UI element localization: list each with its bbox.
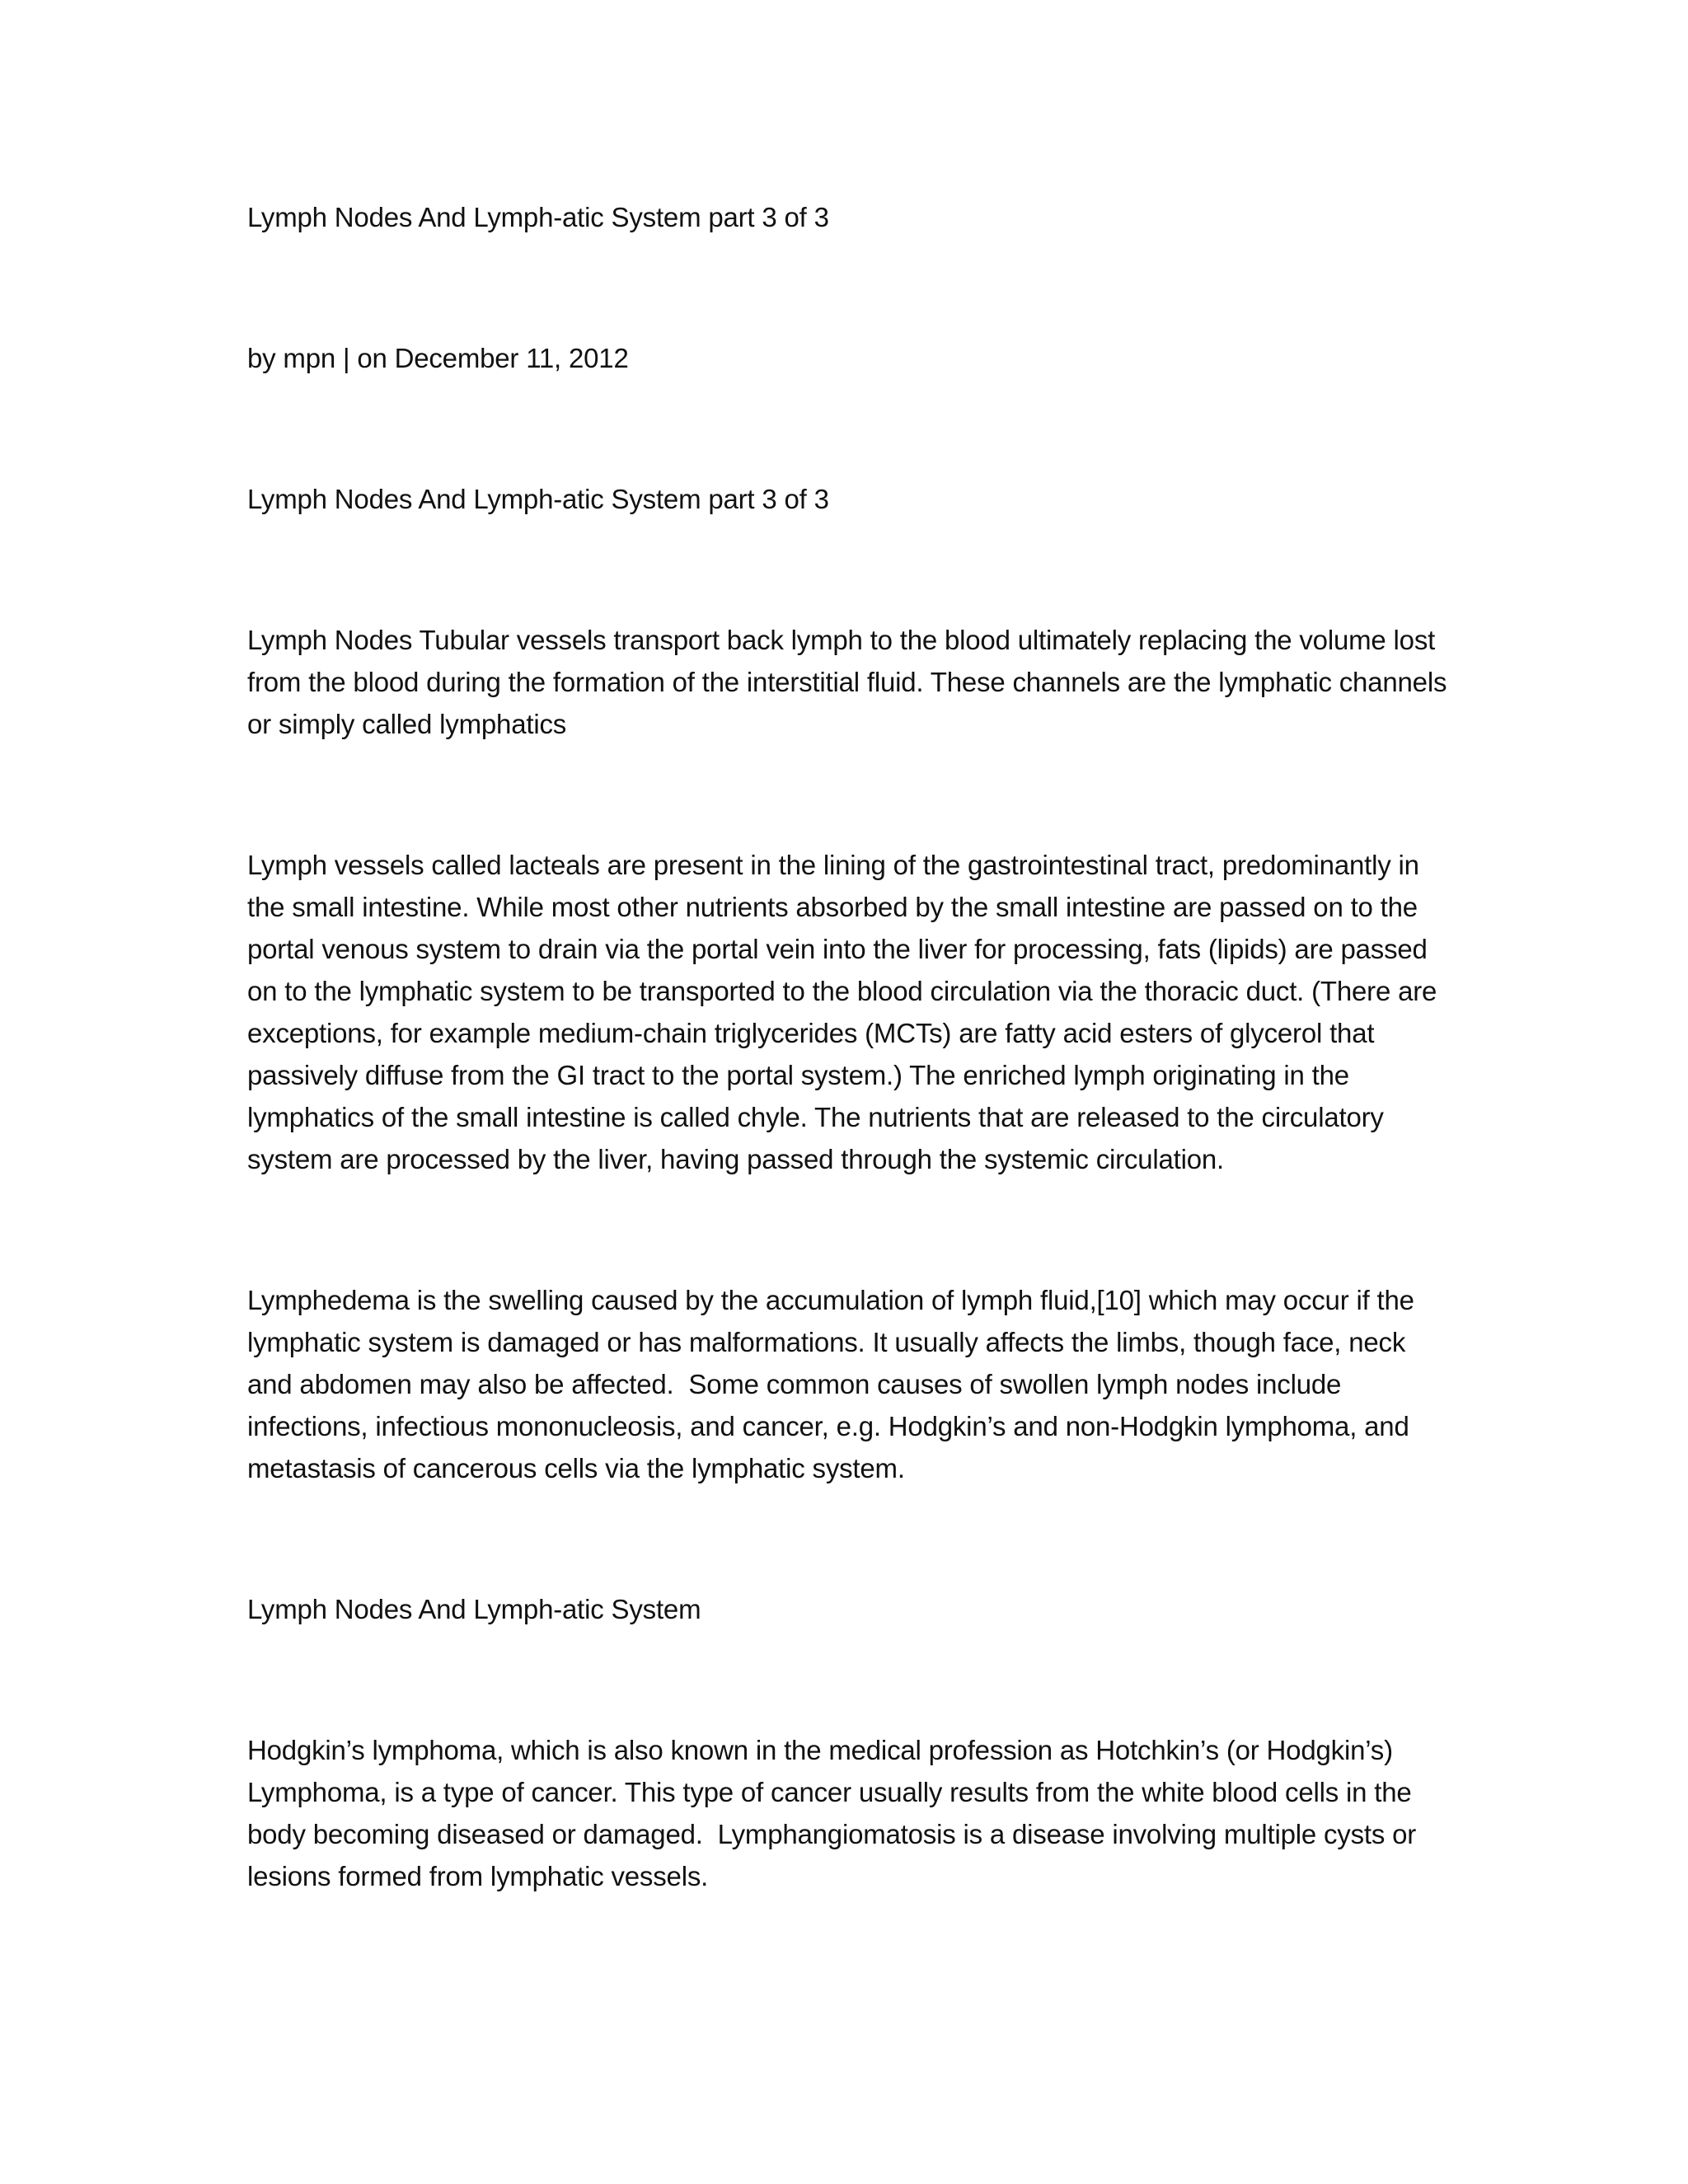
document-body — [247, 196, 1455, 1897]
document-byline: by mpn | on December 11, 2012 — [247, 343, 629, 373]
paragraph-lacteals: Lymph vessels called lacteals are present in the lining of the gastrointestinal tract, predominantly in the small intestine. While most other nutrients absorbed by the small intestine are passed on to the portal venous system to drain via the portal vein into the liver for processing, fats (lipids) are passed on to the lymphatic system to be transported to the blood circulation via the thoracic duct. (There are exceptions, for example medium-chain triglycerides (MCTs) are fatty acid esters of glycerol that passively diffuse from the GI tract to the portal system.) The enriched lymph originating in the lymphatics of the small intestine is called chyle. The nutrients that are released to the circulatory system are processed by the liver, having passed through the systemic circulation. — [247, 850, 1445, 1174]
paragraph-hodgkins: Hodgkin’s lymphoma, which is also known in the medical profession as Hotchkin’s (or Hodgkin’s) Lymphoma, is a type of cancer. This type of cancer usually results from the white blood cells in the body becoming diseased or damaged. Lymphangiomatosis is a disease involving multiple cysts or lesions formed from lymphatic vessels. — [247, 1735, 1424, 1891]
section-heading: Lymph Nodes And Lymph-atic System — [247, 1594, 701, 1624]
paragraph-lymphedema: Lymphedema is the swelling caused by the accumulation of lymph fluid,[10] which may occur if the lymphatic system is damaged or has malformations. It usually affects the limbs, though face, neck and abdomen may also be affected. Some common causes of swollen lymph nodes include infections, infectious mononucleosis, and cancer, e.g. Hodgkin’s and non-Hodgkin lymphoma, and metastasis of cancerous cells via the lymphatic system. — [247, 1285, 1422, 1483]
document-subtitle: Lymph Nodes And Lymph-atic System part 3 of 3 — [247, 484, 829, 514]
document-title: Lymph Nodes And Lymph-atic System part 3 of 3 — [247, 202, 829, 232]
paragraph-lymph-nodes: Lymph Nodes Tubular vessels transport back lymph to the blood ultimately replacing the volume lost from the blood during the formation of the interstitial fluid. These channels are the lymphatic channels or simply called lymphatics — [247, 625, 1455, 739]
